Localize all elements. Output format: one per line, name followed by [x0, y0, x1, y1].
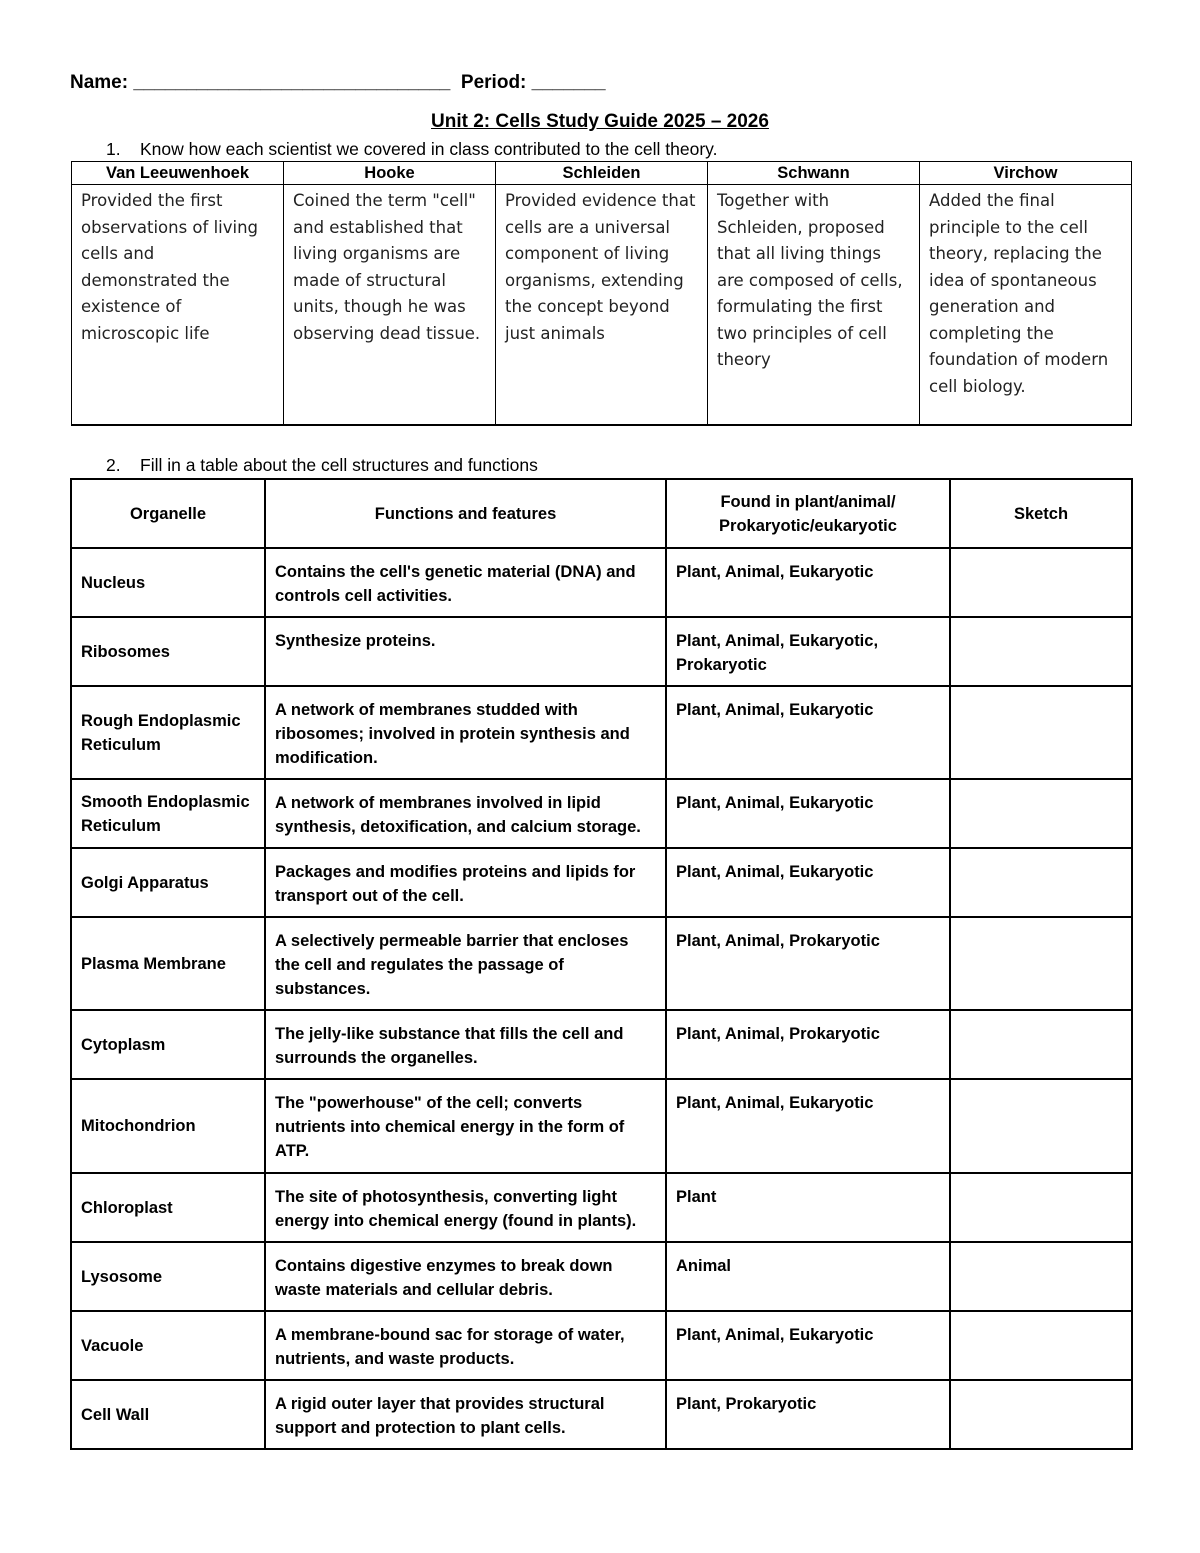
table-row [71, 1380, 1132, 1449]
scientist-contribution: Provided evidence that cells are a universal component of living organisms, extending the concept beyond just animals [496, 185, 708, 426]
table-row [71, 917, 1132, 1010]
scientist-contribution: Provided the first observations of living cells and demonstrated the existence of microscopic life [72, 185, 284, 426]
organelle-name: Vacuole [71, 1311, 265, 1380]
sketch-cell [950, 1242, 1132, 1311]
scientist-contribution: Coined the term "cell" and established that living organisms are made of structural units, though he was observing dead tissue. [284, 185, 496, 426]
name-period-line: Name: ______________________________ Period: _______ [70, 72, 606, 93]
organelle-name: Lysosome [71, 1242, 265, 1311]
sketch-cell [950, 1380, 1132, 1449]
sketch-cell [950, 1173, 1132, 1242]
organelle-function: Synthesize proteins. [265, 617, 666, 686]
organelle-function: The site of photosynthesis, converting light energy into chemical energy (found in plants). [265, 1173, 666, 1242]
question-2-text: Fill in a table about the cell structures and functions [140, 455, 538, 475]
organelle-name: Plasma Membrane [71, 917, 265, 1010]
organelle-found-in: Plant, Animal, Eukaryotic [666, 848, 950, 917]
question-1-number: 1. [106, 139, 121, 159]
organelle-function: The jelly-like substance that fills the cell and surrounds the organelles. [265, 1010, 666, 1079]
question-1 [106, 139, 717, 160]
organelle-found-in: Plant, Animal, Eukaryotic [666, 1311, 950, 1380]
organelle-found-in: Plant, Animal, Prokaryotic [666, 1010, 950, 1079]
table-row [71, 617, 1132, 686]
organelle-found-in: Plant, Animal, Eukaryotic [666, 548, 950, 617]
sketch-cell [950, 1079, 1132, 1173]
functions-column-header: Functions and features [265, 479, 666, 548]
found-in-header-line-1: Found in plant/animal/ [720, 492, 896, 511]
organelle-function: Contains digestive enzymes to break down waste materials and cellular debris. [265, 1242, 666, 1311]
organelle-column-header: Organelle [71, 479, 265, 548]
organelle-name: Nucleus [71, 548, 265, 617]
scientist-name-header: Hooke [284, 162, 496, 185]
table-row [71, 548, 1132, 617]
table-row [71, 1173, 1132, 1242]
sketch-cell [950, 1311, 1132, 1380]
organelle-name: Mitochondrion [71, 1079, 265, 1173]
question-2-number: 2. [106, 455, 121, 475]
organelle-name: Cell Wall [71, 1380, 265, 1449]
question-2 [106, 455, 538, 476]
organelle-found-in: Plant [666, 1173, 950, 1242]
table-row [71, 1242, 1132, 1311]
organelle-function: A network of membranes studded with ribosomes; involved in protein synthesis and modification. [265, 686, 666, 779]
organelle-name: Ribosomes [71, 617, 265, 686]
scientist-contribution-row [72, 185, 1132, 426]
organelle-name: Rough Endoplasmic Reticulum [71, 686, 265, 779]
organelle-name: Smooth Endoplasmic Reticulum [71, 779, 265, 848]
scientist-contribution: Together with Schleiden, proposed that all living things are composed of cells, formulating the first two principles of cell theory [708, 185, 920, 426]
table-row [71, 848, 1132, 917]
organelle-function: Packages and modifies proteins and lipids for transport out of the cell. [265, 848, 666, 917]
sketch-cell [950, 917, 1132, 1010]
found-in-header-line-2: Prokaryotic/eukaryotic [719, 516, 897, 535]
scientist-contribution: Added the final principle to the cell theory, replacing the idea of spontaneous generation and completing the foundation of modern cell biology. [920, 185, 1132, 426]
sketch-cell [950, 548, 1132, 617]
organelle-found-in: Plant, Animal, Eukaryotic [666, 1079, 950, 1173]
scientist-name-header: Van Leeuwenhoek [72, 162, 284, 185]
table-row [71, 1010, 1132, 1079]
organelle-name: Golgi Apparatus [71, 848, 265, 917]
organelle-found-in: Plant, Animal, Eukaryotic, Prokaryotic [666, 617, 950, 686]
sketch-cell [950, 779, 1132, 848]
organelle-name: Chloroplast [71, 1173, 265, 1242]
organelle-function: The "powerhouse" of the cell; converts nutrients into chemical energy in the form of ATP. [265, 1079, 666, 1173]
scientist-name-header: Schwann [708, 162, 920, 185]
organelle-found-in: Animal [666, 1242, 950, 1311]
sketch-cell [950, 617, 1132, 686]
organelle-found-in: Plant, Animal, Eukaryotic [666, 779, 950, 848]
sketch-cell [950, 1010, 1132, 1079]
table-row [71, 1311, 1132, 1380]
scientist-table [71, 161, 1132, 426]
sketch-column-header: Sketch [950, 479, 1132, 548]
question-1-text: Know how each scientist we covered in class contributed to the cell theory. [140, 139, 718, 159]
organelle-function: A selectively permeable barrier that encloses the cell and regulates the passage of substances. [265, 917, 666, 1010]
scientist-name-header: Schleiden [496, 162, 708, 185]
organelle-found-in: Plant, Prokaryotic [666, 1380, 950, 1449]
table-row [71, 686, 1132, 779]
scientist-name-header: Virchow [920, 162, 1132, 185]
organelle-name: Cytoplasm [71, 1010, 265, 1079]
organelle-table [70, 478, 1133, 1450]
page-title: Unit 2: Cells Study Guide 2025 – 2026 [431, 111, 769, 132]
organelle-function: A membrane-bound sac for storage of water, nutrients, and waste products. [265, 1311, 666, 1380]
organelle-function: A rigid outer layer that provides structural support and protection to plant cells. [265, 1380, 666, 1449]
organelle-found-in: Plant, Animal, Prokaryotic [666, 917, 950, 1010]
scientist-header-row [72, 162, 1132, 185]
organelle-function: A network of membranes involved in lipid synthesis, detoxification, and calcium storage. [265, 779, 666, 848]
organelle-function: Contains the cell's genetic material (DNA) and controls cell activities. [265, 548, 666, 617]
organelle-header-row [71, 479, 1132, 548]
table-row [71, 779, 1132, 848]
found-in-column-header [666, 479, 950, 548]
organelle-found-in: Plant, Animal, Eukaryotic [666, 686, 950, 779]
sketch-cell [950, 848, 1132, 917]
sketch-cell [950, 686, 1132, 779]
table-row [71, 1079, 1132, 1173]
